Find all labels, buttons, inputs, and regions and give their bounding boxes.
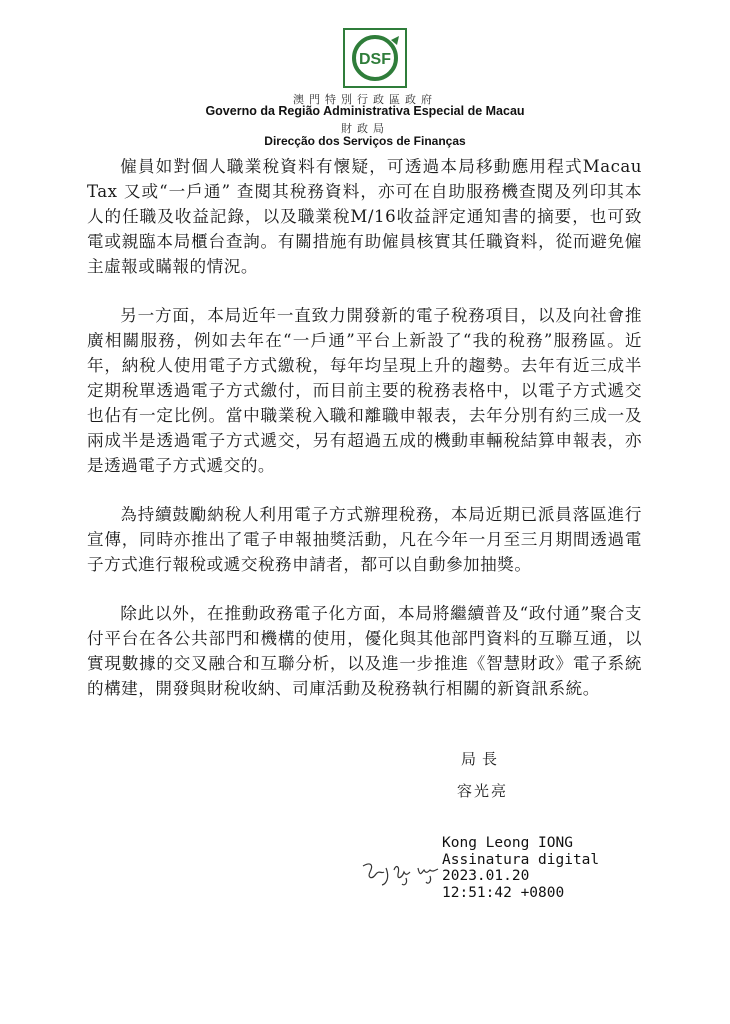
letter-body (87, 154, 642, 725)
digital-signature-date: 2023.01.20 (442, 868, 530, 884)
department-name-chinese: 財政局 (341, 122, 389, 135)
dsf-logo (343, 28, 407, 88)
government-name-portuguese: Governo da Região Administrativa Especial de Macau (205, 104, 525, 118)
handwritten-signature (360, 858, 445, 892)
digital-signature-label: Assinatura digital (442, 851, 600, 868)
government-name-chinese: 澳門特別行政區政府 (293, 93, 437, 106)
digital-signer: Kong Leong IONG (442, 835, 573, 851)
logo-text: DSF (359, 51, 391, 68)
digital-signature-time: 12:51:42 +0800 (442, 884, 565, 901)
paragraph-4: 除此以外，在推動政務電子化方面，本局將繼續普及“政付通”聚合支付平台在各公共部門和機構的使用，優化與其他部門資料的互聯互通，以實現數據的交叉融合和互聯分析，以及進一步推進《智慧財政》電子系統的構建，開發與財稅收納、司庫活動及稅務執行相關的新資訊系統。 (87, 604, 642, 698)
paragraph-3: 為持續鼓勵納稅人利用電子方式辦理稅務，本局近期已派員落區進行宣傳，同時亦推出了電子申報抽獎活動，凡在今年一月至三月期間透過電子方式進行報稅或遞交稅務申請者，都可以自動參加抽獎。 (87, 505, 642, 574)
signatory-title: 局長 (461, 750, 504, 768)
department-name-portuguese: Direcção dos Serviços de Finanças (264, 134, 466, 148)
signatory-name: 容光亮 (457, 782, 509, 800)
paragraph-2: 另一方面，本局近年一直致力開發新的電子稅務項目，以及向社會推廣相關服務，例如去年在“一戶通”平台上新設了“我的稅務”服務區。近年，納稅人使用電子方式繳稅，每年均呈現上升的趨勢。去年有近三成半定期稅單透過電子方式繳付，而目前主要的稅務表格中，以電子方式遞交也佔有一定比例。當中職業稅入職和離職申報表，去年分別有約三成一及兩成半是透過電子方式遞交，另有超過五成的機動車輛稅結算申報表，亦是透過電子方式遞交的。 (87, 306, 642, 475)
digital-signature-block (442, 835, 599, 901)
paragraph-1: 僱員如對個人職業稅資料有懷疑，可透過本局移動應用程式Macau Tax 又或“一戶通” 查閱其稅務資料，亦可在自助服務機查閱及列印其本人的任職及收益記錄，以及職業稅M/16收益評定通知書的摘要，也可致電或親臨本局櫃台查詢。有關措施有助僱員核實其任職資料，從而避免僱主虛報或瞞報的情況。 (87, 157, 642, 276)
